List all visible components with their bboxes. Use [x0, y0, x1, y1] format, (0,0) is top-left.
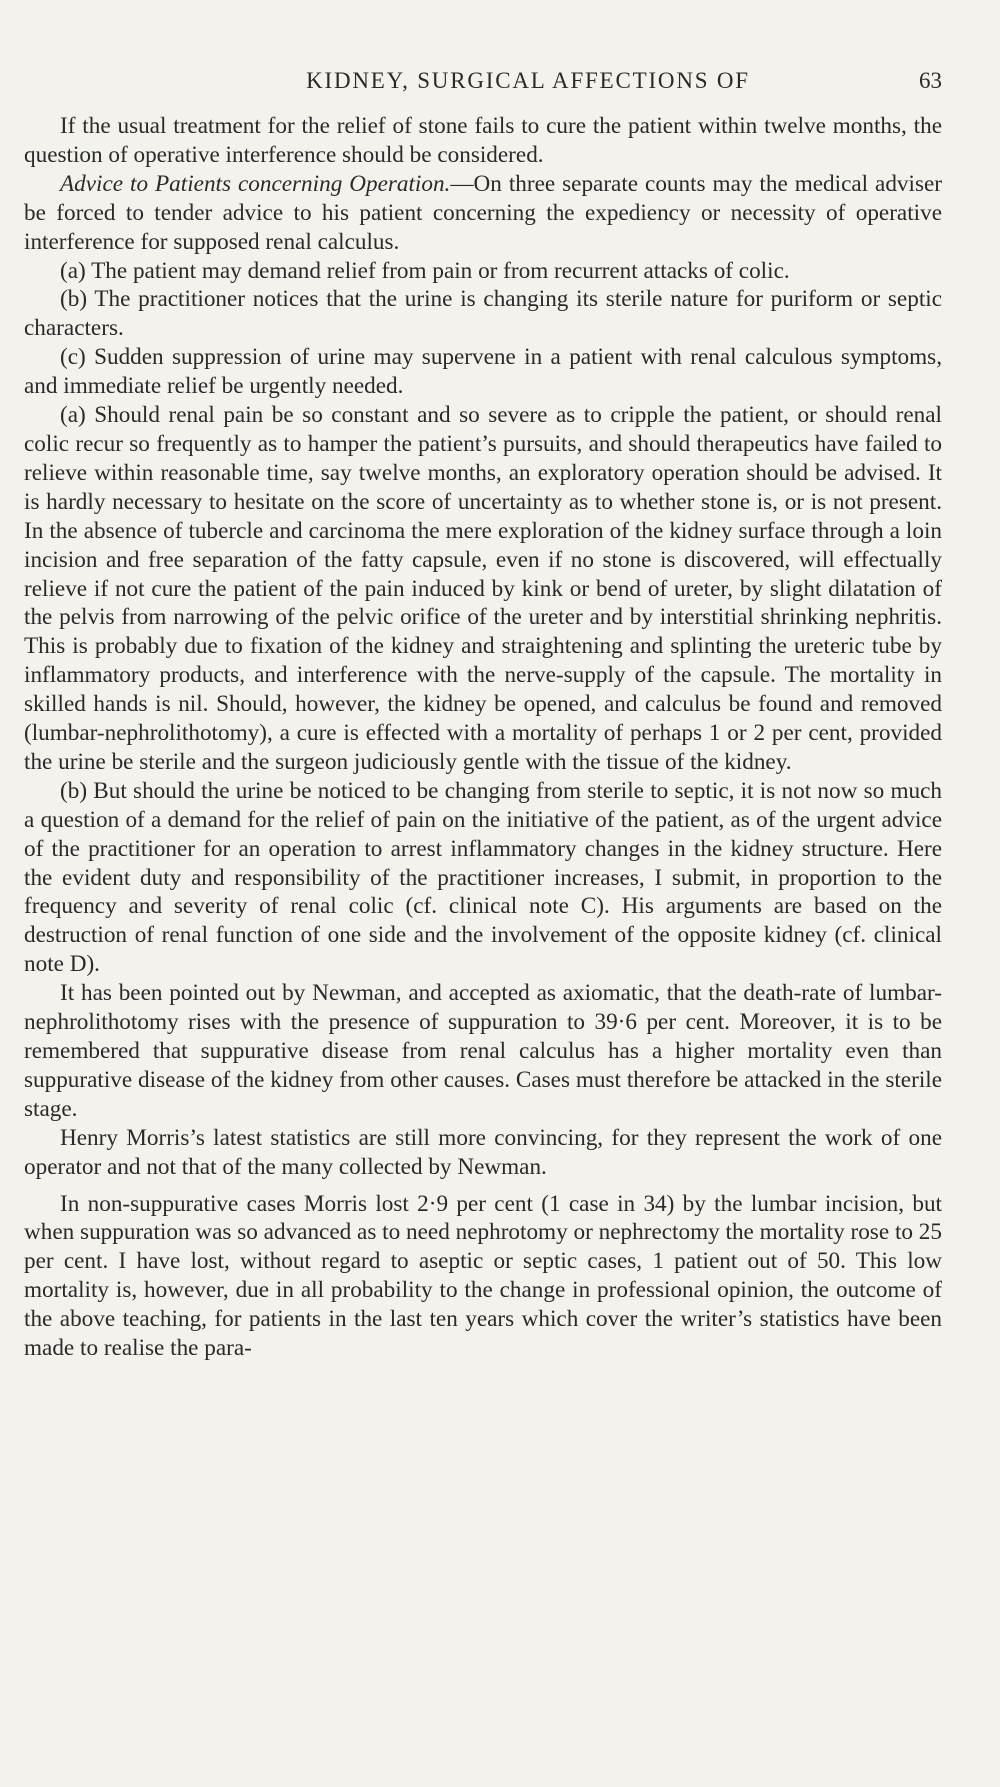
paragraph: Henry Morris’s latest statistics are still more convincing, for they represent the work of one operator and not that of the many collected by Newman.	[24, 1124, 942, 1180]
paragraph: (b) The practitioner notices that the urine is changing its sterile nature for puriform or septic characters.	[24, 286, 942, 342]
paragraph: (c) Sudden suppression of urine may supervene in a patient with renal calculous symptoms, and immediate relief be urgently needed.	[24, 344, 942, 400]
paragraph: (a) The patient may demand relief from pain or from recurrent attacks of colic.	[60, 257, 790, 284]
paragraph: In non-suppurative cases Morris lost 2·9 per cent (1 case in 34) by the lumbar incision, but when suppuration was so advanced as to need nephrotomy or nephrectomy the mortality rose to 25 per cent. I have lost, without regard to aseptic or septic cases, 1 patient out of 50. This low mortality is, however, due in all probability to the change in professional opinion, the outcome of the above teaching, for patients in the last ten years which cover the writer’s statistics have been made to realise the para-	[24, 1190, 942, 1362]
section-heading: Advice to Patients concerning Operation.	[60, 170, 451, 197]
paragraph: It has been pointed out by Newman, and accepted as axiomatic, that the death-rate of lumbar-nephrolithotomy rises with the presence of suppuration to 39·6 per cent. Moreover, it is to be remembered that suppurative disease from renal calculus has a higher mortality even than suppurative disease of the kidney from other causes. Cases must therefore be attacked in the sterile stage.	[24, 980, 942, 1122]
paragraph: Advice to Patients concerning Operation.—On three separate counts may the medical adviser be forced to tender advice to his patient concerning the expediency or necessity of operative interference for supposed renal calculus.	[24, 170, 943, 255]
paragraph: If the usual treatment for the relief of stone fails to cure the patient within twelve months, the question of operative interference should be considered.	[24, 113, 942, 168]
page-number: 63	[919, 68, 942, 93]
body-text	[24, 112, 942, 1363]
paragraph: (b) But should the urine be noticed to be changing from sterile to septic, it is not now so much a question of a demand for the relief of pain on the initiative of the patient, as of the urgent advice of the practitioner for an operation to arrest inflammatory changes in the kidney structure. Here the evident duty and responsibility of the practitioner increases, I submit, in proportion to the frequency and severity of renal colic (cf. clinical note C). His arguments are based on the destruction of renal function of one side and the involvement of the opposite kidney (cf. clinical note D).	[24, 777, 942, 978]
paragraph: (a) Should renal pain be so constant and so severe as to cripple the patient, or should renal colic recur so frequently as to hamper the patient’s pursuits, and should therapeutics have failed to relieve within reasonable time, say twelve months, an exploratory operation should be advised. It is hardly necessary to hesitate on the score of uncertainty as to whether stone is, or is not present. In the absence of tubercle and carcinoma the mere exploration of the kidney surface through a loin incision and free separation of the fatty capsule, even if no stone is discovered, will effectually relieve if not cure the patient of the pain induced by kink or bend of ureter, by slight dilatation of the pelvis from narrowing of the pelvic orifice of the ureter and by interstitial shrinking nephritis. This is probably due to fixation of the kidney and straightening and splinting the ureteric tube by inflammatory products, and interference with the nerve-supply of the capsule. The mortality in skilled hands is nil. Should, however, the kidney be opened, and calculus be found and removed (lumbar-nephrolithotomy), a cure is effected with a mortality of perhaps 1 or 2 per cent, provided the urine be sterile and the surgeon judiciously gentle with the tissue of the kidney.	[24, 402, 942, 775]
page-header	[24, 68, 942, 94]
running-head: KIDNEY, SURGICAL AFFECTIONS OF	[306, 68, 750, 93]
